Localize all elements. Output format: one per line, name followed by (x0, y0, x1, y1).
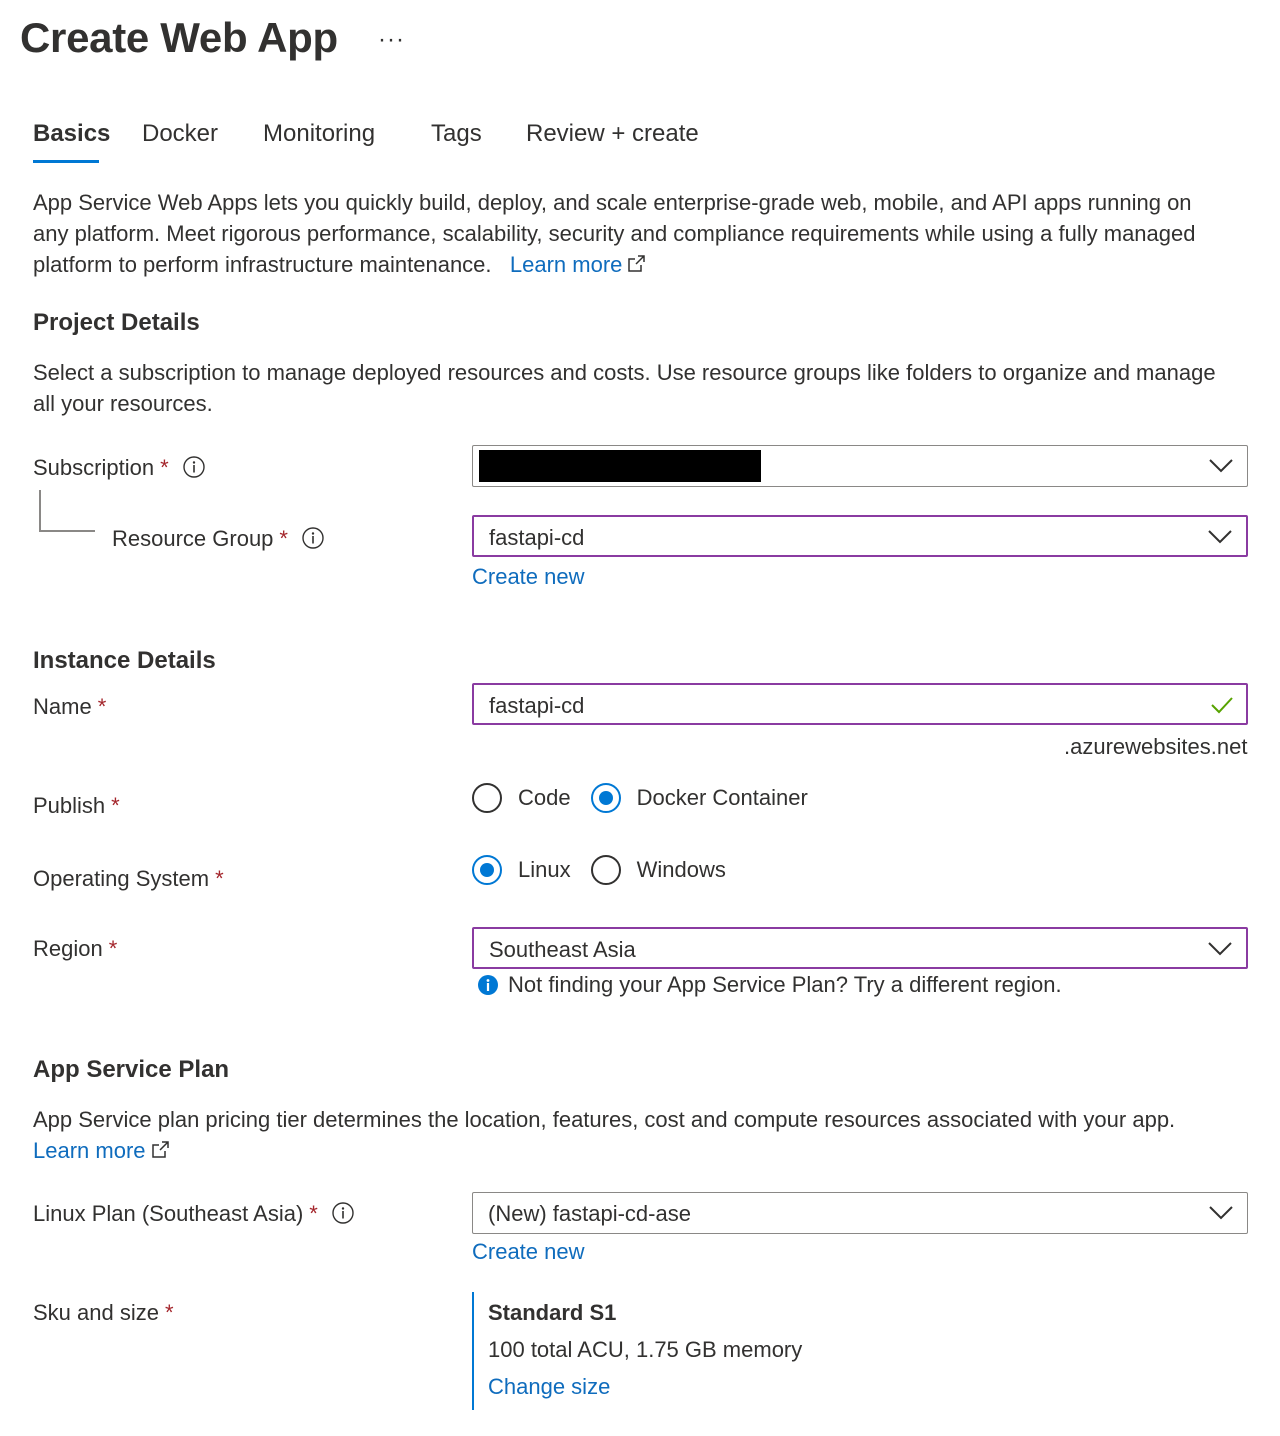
intro-learn-more-link[interactable]: Learn more (510, 252, 647, 277)
project-details-description: Select a subscription to manage deployed resources and costs. Use resource groups like folders to organize and manage all your resources. (33, 360, 1216, 416)
tab-monitoring[interactable]: Monitoring (263, 120, 376, 147)
tree-connector (39, 530, 95, 532)
info-icon[interactable] (332, 1202, 354, 1224)
app-service-plan-heading: App Service Plan (33, 1056, 230, 1083)
chevron-down-icon (1208, 942, 1232, 956)
change-size-link[interactable]: Change size (488, 1374, 611, 1399)
tree-connector (39, 490, 41, 530)
publish-radio-group (472, 783, 828, 813)
tab-review-create[interactable]: Review + create (526, 120, 699, 147)
subscription-label: Subscription * (33, 455, 205, 481)
create-new-plan-link[interactable]: Create new (472, 1239, 585, 1264)
resource-group-dropdown[interactable]: fastapi-cd (472, 515, 1248, 557)
resource-group-label: Resource Group * (112, 526, 324, 552)
publish-label: Publish * (33, 793, 120, 818)
region-notice: Not finding your App Service Plan? Try a different region. (478, 972, 1062, 998)
chevron-down-icon (1209, 459, 1233, 473)
sku-name: Standard S1 (488, 1300, 617, 1325)
external-link-icon (150, 1140, 170, 1160)
project-details-heading: Project Details (33, 309, 200, 336)
redacted-value (479, 450, 761, 482)
publish-code-radio[interactable]: Code (472, 783, 571, 813)
active-tab-indicator (33, 160, 99, 163)
publish-docker-container-radio[interactable]: Docker Container (591, 783, 808, 813)
radio-unselected-icon (591, 855, 621, 885)
more-options-button[interactable]: ··· (378, 26, 405, 53)
chevron-down-icon (1209, 1206, 1233, 1220)
os-radio-group (472, 855, 746, 885)
linux-plan-dropdown[interactable]: (New) fastapi-cd-ase (472, 1192, 1248, 1234)
linux-plan-label: Linux Plan (Southeast Asia) * (33, 1201, 354, 1227)
name-input[interactable]: fastapi-cd (472, 683, 1248, 725)
instance-details-heading: Instance Details (33, 647, 216, 674)
name-label: Name * (33, 694, 107, 719)
plan-learn-more-link[interactable]: Learn more (33, 1138, 170, 1163)
app-service-plan-description: App Service plan pricing tier determines the location, features, cost and compute resources associated with your app. Learn more (33, 1107, 1176, 1163)
tab-docker[interactable]: Docker (142, 120, 219, 147)
create-new-resource-group-link[interactable]: Create new (472, 564, 585, 589)
intro-text: App Service Web Apps lets you quickly build, deploy, and scale enterprise-grade web, mobile, and API apps running on any platform. Meet rigorous performance, scalability, security and compliance requirements while using a fully managed platform to perform infrastructure maintenance. Learn more (33, 190, 1196, 277)
external-link-icon (626, 254, 646, 274)
os-windows-radio[interactable]: Windows (591, 855, 726, 885)
radio-selected-icon (591, 783, 621, 813)
operating-system-label: Operating System * (33, 866, 224, 891)
page-title: Create Web App (20, 14, 338, 61)
subscription-dropdown[interactable] (472, 445, 1248, 487)
info-icon[interactable] (302, 527, 324, 549)
sku-accent-bar (472, 1292, 474, 1410)
region-dropdown[interactable]: Southeast Asia (472, 927, 1248, 969)
os-linux-radio[interactable]: Linux (472, 855, 571, 885)
info-icon[interactable] (183, 456, 205, 478)
radio-selected-icon (472, 855, 502, 885)
tab-basics[interactable]: Basics (33, 120, 111, 147)
chevron-down-icon (1208, 530, 1232, 544)
domain-suffix: .azurewebsites.net (1064, 734, 1248, 759)
radio-unselected-icon (472, 783, 502, 813)
tab-tags[interactable]: Tags (431, 120, 482, 147)
checkmark-icon (1210, 695, 1234, 715)
info-filled-icon (478, 975, 498, 995)
sku-description: 100 total ACU, 1.75 GB memory (488, 1337, 803, 1362)
region-label: Region * (33, 936, 118, 961)
sku-size-label: Sku and size * (33, 1300, 174, 1325)
